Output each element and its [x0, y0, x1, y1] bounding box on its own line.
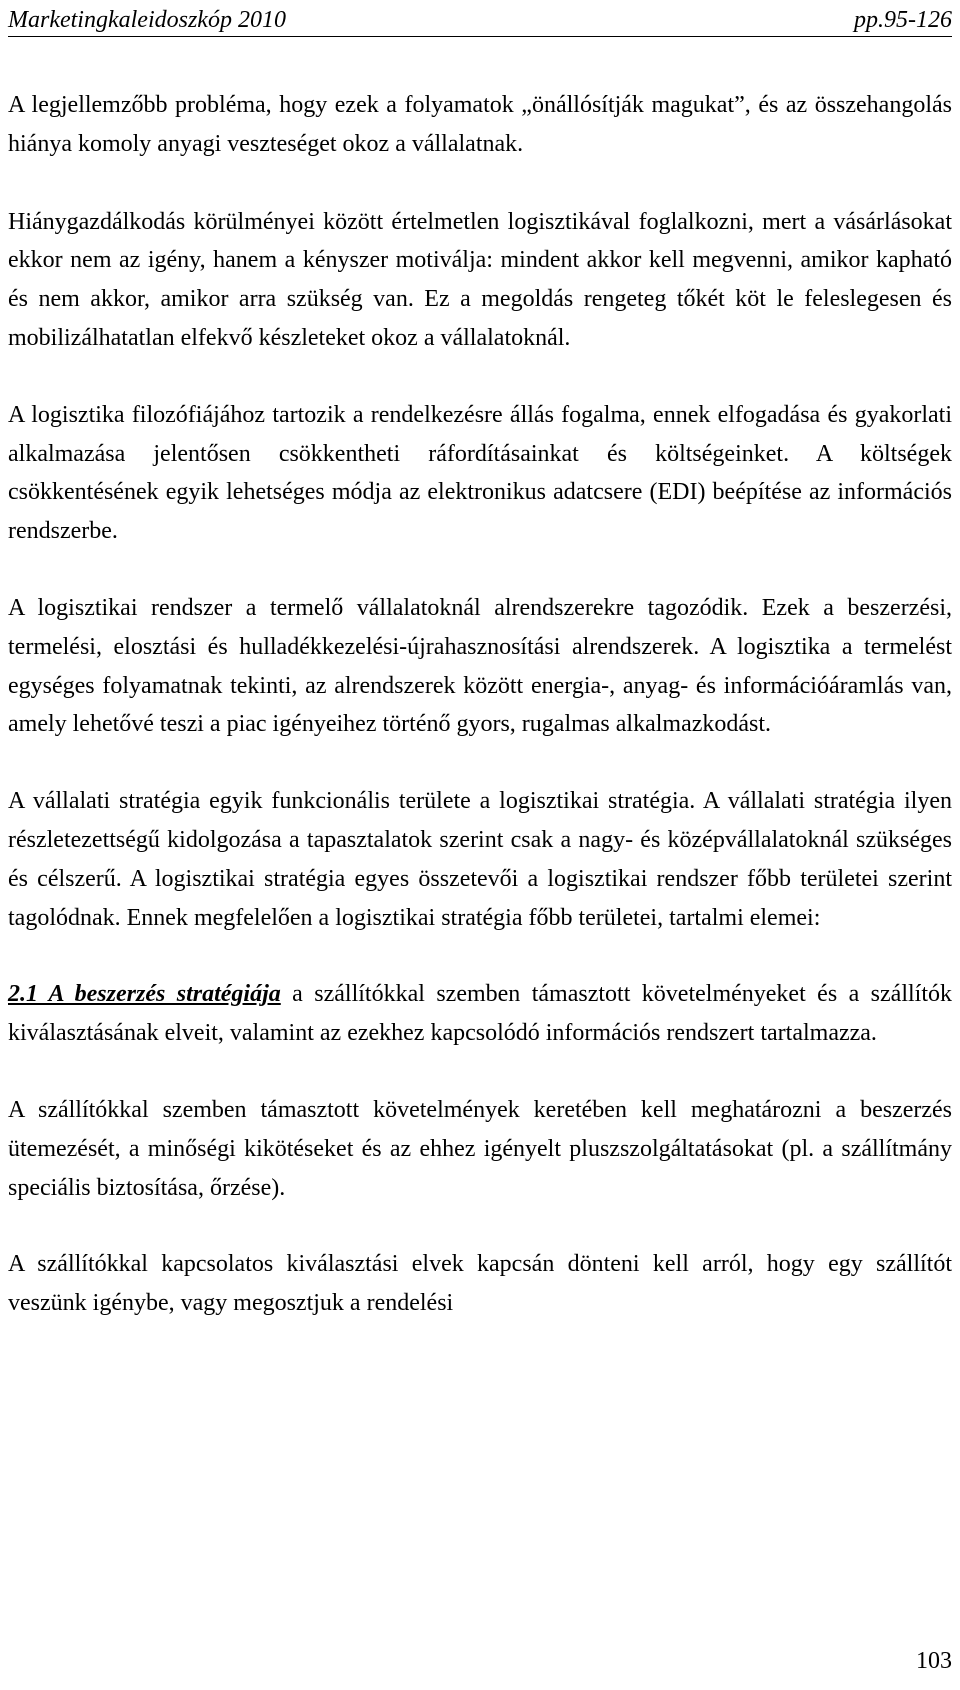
section-paragraph	[8, 975, 952, 1053]
running-header	[8, 6, 952, 37]
section-heading: 2.1 A beszerzés stratégiája	[8, 981, 281, 1008]
page-range: pp.95-126	[854, 7, 952, 33]
paragraph: A logisztika filozófiájához tartozik a rendelkezésre állás fogalma, ennek elfogadása és gyakorlati alkalmazása jelentősen csökkentheti ráfordításainkat és költségeinket. A költségek csökkentésének egyik lehetséges módja az elektronikus adatcsere (EDI) beépítése az információs rendszerbe.	[8, 401, 952, 545]
paragraph: A szállítókkal kapcsolatos kiválasztási elvek kapcsán dönteni kell arról, hogy egy szállítót veszünk igénybe, vagy megosztjuk a rendelési	[8, 1251, 952, 1317]
journal-title: Marketingkaleidoszkóp 2010	[8, 7, 286, 33]
paragraph: A logisztikai rendszer a termelő vállalatoknál alrendszerekre tagozódik. Ezek a beszerzési, termelési, elosztási és hulladékkezelési-újrahasznosítási alrendszerek. A logisztika a termelést egységes folyamatnak tekinti, az alrendszerek között energia-, anyag- és információáramlás van, amely lehetővé teszi a piac igényeihez történő gyors, rugalmas alkalmazkodást.	[8, 594, 952, 738]
section-text: a szállítókkal szemben támasztott követelményeket és a szállítók kiválasztásának elveit, valamint az ezekhez kapcsolódó információs rendszert tartalmazza.	[8, 981, 952, 1047]
body-text	[8, 86, 952, 1323]
paragraph: A legjellemzőbb probléma, hogy ezek a folyamatok „önállósítják magukat”, és az összehangolás hiánya komoly anyagi veszteséget okoz a vállalatnak.	[8, 92, 952, 157]
paragraph: A vállalati stratégia egyik funkcionális területe a logisztikai stratégia. A vállalati stratégia ilyen részletezettségű kidolgozása a tapasztalatok szerint csak a nagy- és középvállalatoknál szükséges és célszerű. A logisztikai stratégia egyes összetevői a logisztikai rendszer főbb területei szerint tagolódnak. Ennek megfelelően a logisztikai stratégia főbb területei, tartalmi elemei:	[8, 788, 952, 931]
paragraph: Hiánygazdálkodás körülményei között értelmetlen logisztikával foglalkozni, mert a vásárlásokat ekkor nem az igény, hanem a kényszer motiválja: mindent akkor kell megvenni, amikor kapható és nem akkor, amikor arra szükség van. Ez a megoldás rengeteg tőkét köt le feleslegesen és mobilizálhatatlan elfekvő készleteket okoz a vállalatoknál.	[8, 208, 952, 351]
page-number: 103	[916, 1648, 952, 1674]
paragraph: A szállítókkal szemben támasztott követelmények keretében kell meghatározni a beszerzés ütemezését, a minőségi kikötéseket és az ehhez igényelt pluszszolgáltatásokat (pl. a szállítmány speciális biztosítása, őrzése).	[8, 1096, 952, 1201]
